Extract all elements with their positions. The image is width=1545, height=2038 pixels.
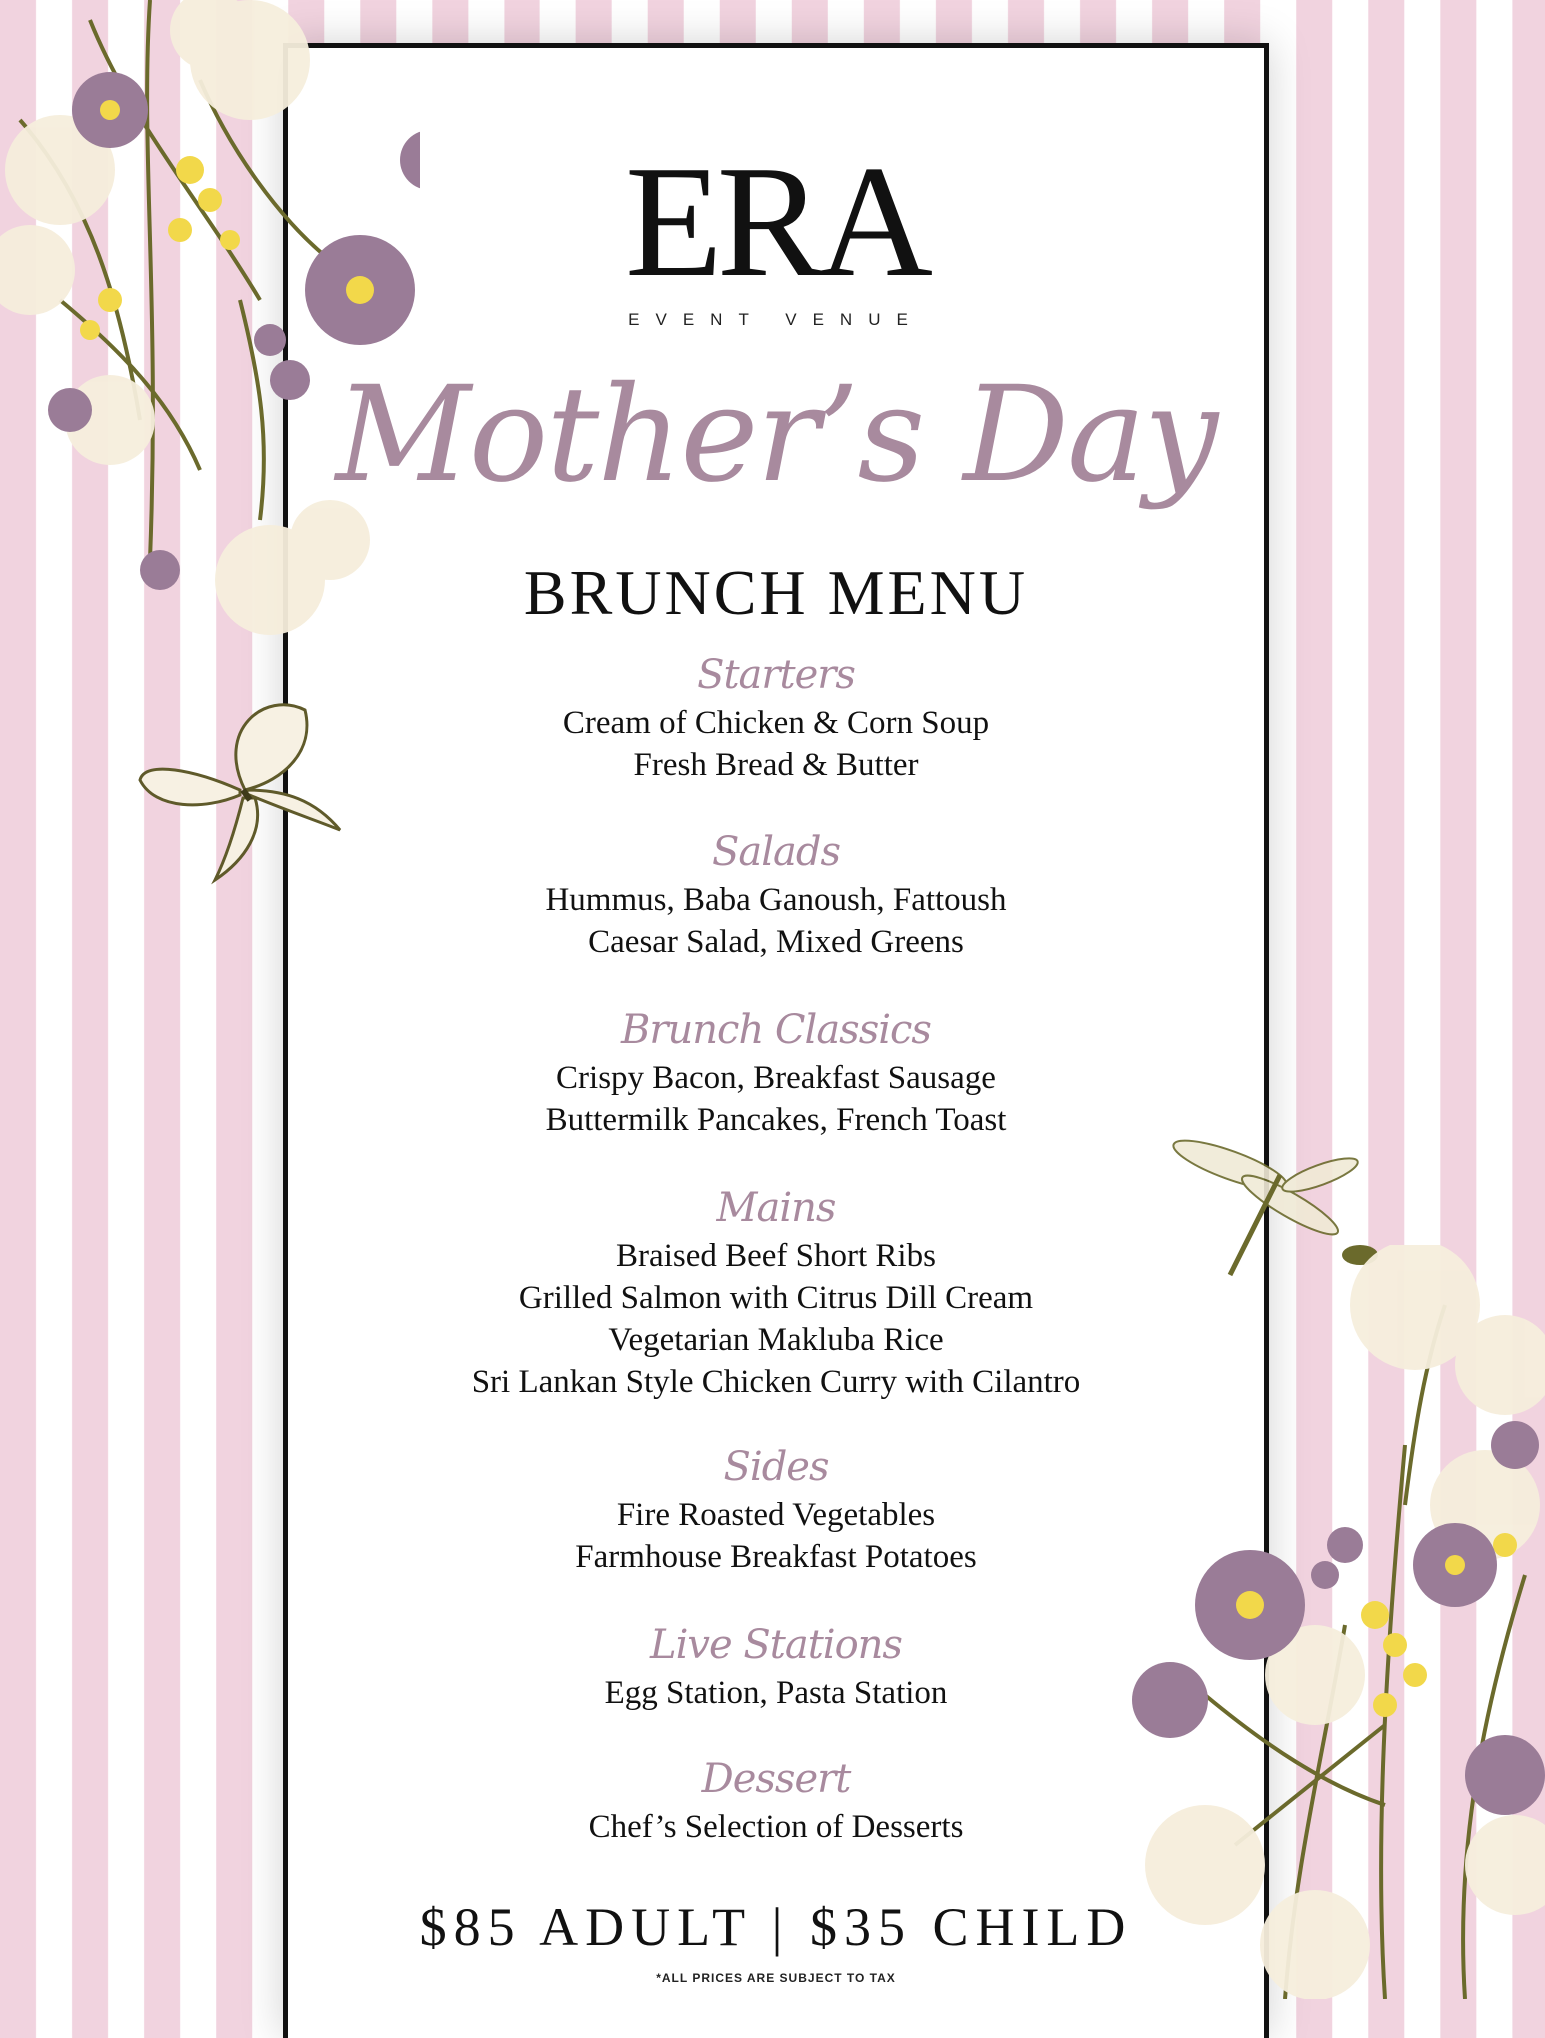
- section-heading: Sides: [723, 1444, 829, 1490]
- menu-item: Grilled Salmon with Citrus Dill Cream: [518, 1280, 1034, 1316]
- menu-item: Cream of Chicken & Corn Soup: [562, 705, 990, 741]
- menu-item: Egg Station, Pasta Station: [604, 1675, 948, 1711]
- section-brunch-classics: [288, 1003, 1264, 1141]
- menu-item: Farmhouse Breakfast Potatoes: [575, 1539, 977, 1575]
- pricing: $85 ADULT | $35 CHILD: [419, 1897, 1133, 1957]
- venue-logo: [288, 132, 1264, 310]
- menu-item: Fresh Bread & Butter: [633, 747, 919, 783]
- butterfly-icon: [135, 690, 350, 890]
- menu-item: Braised Beef Short Ribs: [616, 1238, 936, 1274]
- menu-item: Caesar Salad, Mixed Greens: [588, 924, 964, 960]
- menu-item: Hummus, Baba Ganoush, Fattoush: [545, 882, 1007, 918]
- brunch-menu-title: BRUNCH MENU: [523, 557, 1029, 628]
- section-starters: [288, 648, 1264, 786]
- section-heading: Brunch Classics: [621, 1007, 931, 1053]
- menu-item: Chef’s Selection of Desserts: [588, 1809, 964, 1845]
- logo-brand: ERA: [625, 132, 927, 310]
- section-heading: Mains: [716, 1185, 836, 1231]
- section-heading: Salads: [711, 829, 841, 875]
- logo-subtitle: EVENT VENUE: [628, 310, 924, 329]
- floral-top-left-icon: [0, 0, 420, 680]
- menu-item: Crispy Bacon, Breakfast Sausage: [556, 1060, 996, 1096]
- menu-item: Buttermilk Pancakes, French Toast: [545, 1102, 1007, 1138]
- menu-item: Fire Roasted Vegetables: [616, 1497, 936, 1533]
- section-heading: Live Stations: [650, 1622, 902, 1668]
- floral-bottom-right-icon: [1085, 1245, 1545, 1999]
- section-heading: Starters: [697, 652, 855, 698]
- menu-item: Sri Lankan Style Chicken Curry with Cilantro: [471, 1364, 1081, 1400]
- section-heading: Dessert: [701, 1756, 851, 1802]
- mothers-day-title: Mother’s Day: [335, 358, 1217, 512]
- menu-item: Vegetarian Makluba Rice: [608, 1322, 944, 1358]
- section-salads: [288, 825, 1264, 963]
- tax-note: *ALL PRICES ARE SUBJECT TO TAX: [656, 1971, 896, 1985]
